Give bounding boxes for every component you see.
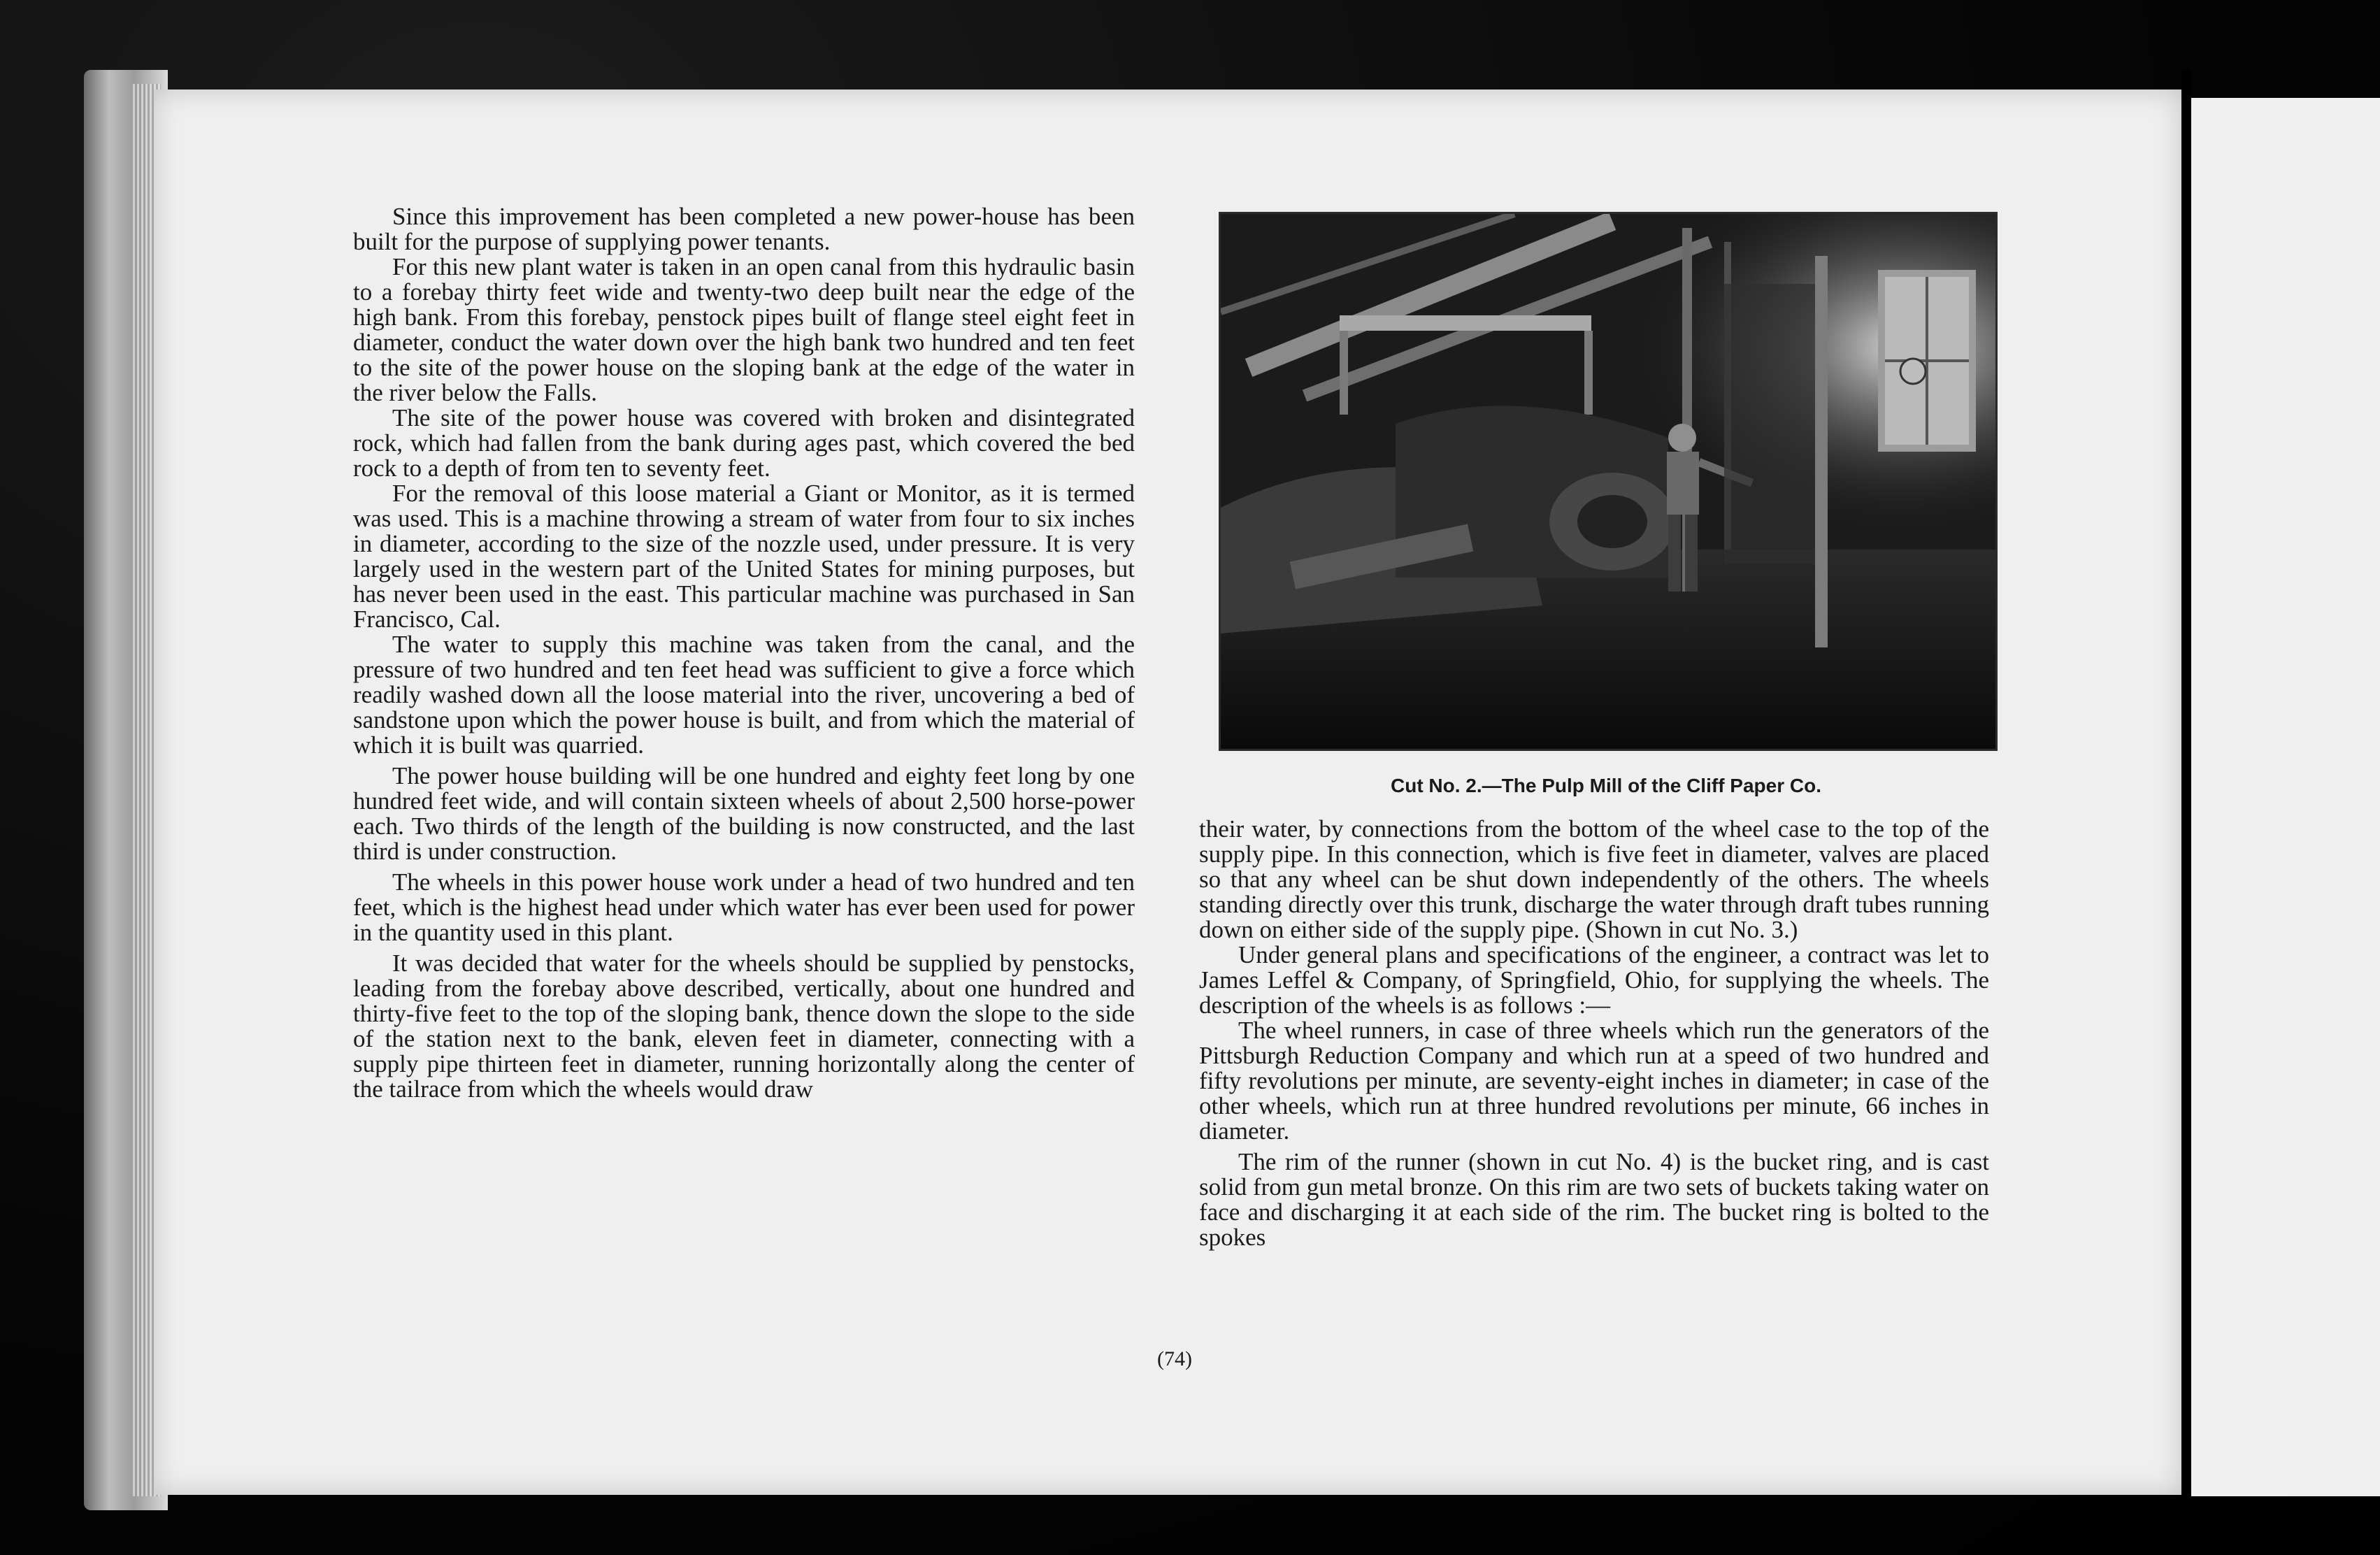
paragraph: their water, by connections from the bottom of the wheel case to the top of the supply pipe. In this connection, which is five feet in diameter, valves are placed so that any wheel can be shut down independently of the others. The wheels standing directly over this trunk, discharge the water through draft tubes running down on either side of the supply pipe. (Shown in cut No. 3.) bbox=[1199, 815, 1989, 943]
pulp-mill-photograph bbox=[1219, 212, 1998, 751]
paragraph: It was decided that water for the wheels should be supplied by penstocks, leading from the forebay above described, vertically, about one hundred and thirty-five feet to the top of the sloping bank, thence down the slope to the side of the station next to the bank, eleven feet in diameter, connecting with a supply pipe thirteen feet in diameter, running horizontally along the center of the tailrace from which the wheels would draw bbox=[353, 950, 1135, 1103]
book-gutter bbox=[2181, 70, 2191, 1510]
photo-image bbox=[1221, 214, 1995, 749]
paragraph: Since this improvement has been completed a new power-house has been built for the purpose of supplying power tenants. bbox=[353, 203, 1135, 255]
page-number: (74) bbox=[1157, 1347, 1192, 1370]
paragraph: For the removal of this loose material a Giant or Monitor, as it is termed was used. This is a machine throwing a stream of water from four to six inches in diameter, according to the size of the nozzle used, under pressure. It is very largely used in the western part of the United States for mining purposes, but has never been used in the east. This particular machine was purchased in San Francisco, Cal. bbox=[353, 480, 1135, 633]
paragraph: The site of the power house was covered with broken and disintegrated rock, which had fallen from the bank during ages past, which covered the bed rock to a depth of from ten to seventy feet. bbox=[353, 404, 1135, 482]
paragraph: The power house building will be one hundred and eighty feet long by one hundred feet wide, and will contain sixteen wheels of about 2,500 horse-power each. Two thirds of the length of the building is now constructed, and the last third is under construction. bbox=[353, 762, 1135, 865]
paragraph: The rim of the runner (shown in cut No. 4) is the bucket ring, and is cast solid from gun metal bronze. On this rim are two sets of buckets taking water on face and discharging it at each side of the rim. The bucket ring is bolted to the spokes bbox=[1199, 1148, 1989, 1251]
paragraph: For this new plant water is taken in an open canal from this hydraulic basin to a forebay thirty feet wide and twenty-two deep built near the edge of the high bank. From this forebay, penstock pipes built of flange steel eight feet in diameter, conduct the water down over the high bank two hundred and ten feet to the site of the power house on the sloping bank at the edge of the water in the river below the Falls. bbox=[353, 253, 1135, 406]
paragraph: The wheel runners, in case of three wheels which run the generators of the Pittsburgh Reduction Company and which run at a speed of two hundred and fifty revolutions per minute, are seventy-eight inches in diameter; in case of the other wheels, which run at three hundred revolutions per minute, 66 inches in diameter. bbox=[1199, 1017, 1989, 1145]
facing-page-edge bbox=[2191, 98, 2380, 1496]
right-text-column bbox=[1199, 817, 1989, 1250]
paragraph: The water to supply this machine was taken from the canal, and the pressure of two hundred and ten feet head was sufficient to give a force which readily washed down all the loose material into the river, uncovering a bed of sandstone upon which the power house is built, and from which the material of which it is built was quarried. bbox=[353, 631, 1135, 759]
left-text-column bbox=[353, 204, 1135, 1102]
paragraph: The wheels in this power house work under a head of two hundred and ten feet, which is the highest head under which water has ever been used for power in the quantity used in this plant. bbox=[353, 868, 1135, 946]
paragraph: Under general plans and specifications of the engineer, a contract was let to James Leffel & Company, of Springfield, Ohio, for supplying the wheels. The description of the wheels is as follows :— bbox=[1199, 941, 1989, 1019]
figure-caption: Cut No. 2.—The Pulp Mill of the Cliff Paper Co. bbox=[1391, 775, 1821, 796]
